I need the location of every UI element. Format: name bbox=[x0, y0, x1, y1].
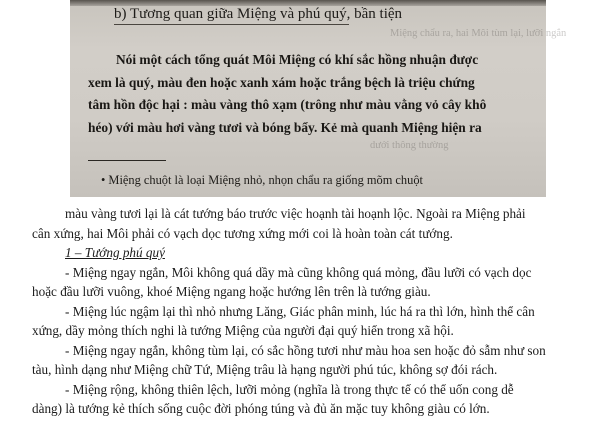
paragraph-line: cân xứng, hai Môi phải có vạch dọc tương xứng mới coi là hoàn toàn cát tướng. bbox=[32, 225, 453, 241]
scan-footnote: • Miệng chuột là loại Miệng nhỏ, nhọn chẩu ra giống mõm chuột bbox=[101, 173, 423, 187]
scan-paragraph-line: héo) với màu hơi vàng tươi và bóng bẩy. Kẻ mà quanh Miệng hiện ra bbox=[88, 119, 482, 135]
heading-underline bbox=[114, 24, 349, 25]
footnote-rule bbox=[88, 160, 166, 161]
list-item-line: - Miệng lúc ngậm lại thì nhỏ nhưng Lăng, Giác phân minh, lúc há ra thì lớn, hình thể cân bbox=[65, 303, 535, 319]
scan-paragraph bbox=[88, 49, 528, 139]
list-item-line: - Miệng rộng, không thiên lệch, lưỡi mỏng (nghĩa là trong thực tế có thể uốn cong dễ bbox=[65, 381, 514, 397]
scanned-book-excerpt bbox=[70, 0, 567, 197]
bleed-through-text: Miệng chẩu ra, hai Môi tùm lại, lưỡi ngắn bbox=[390, 28, 567, 39]
list-item-line: xứng, dầy mỏng thích nghi là tướng Miệng của người đại quý hiển trong xã hội. bbox=[32, 323, 454, 338]
scan-paragraph-line: xem là quý, màu đen hoặc xanh xám hoặc trắng bệch là triệu chứng bbox=[88, 74, 475, 90]
section-subheading: 1 – Tướng phú quý bbox=[65, 245, 165, 260]
list-item-line: hoặc đầu lưỡi vuông, khoé Miệng ngang hoặc hướng lên trên là tướng giàu. bbox=[32, 284, 431, 299]
bleed-through-text: dưới thông thường bbox=[370, 140, 449, 151]
list-item-line: - Miệng ngay ngắn, không tùm lại, có sắc hồng tươi như màu hoa sen hoặc đỏ sẫm như son bbox=[65, 342, 546, 358]
list-item-line: - Miệng ngay ngắn, Môi không quá dầy mà cũng không quá mỏng, đầu lưỡi có vạch dọc bbox=[65, 264, 532, 280]
body-text bbox=[32, 204, 594, 419]
list-item-line: tàu, hình dạng như Miệng chữ Tứ, Miệng trâu là hạng người phú túc, không sợ đói rách. bbox=[32, 362, 498, 377]
scan-paragraph-line: Nói một cách tổng quát Môi Miệng có khí sắc hồng nhuận được bbox=[116, 52, 479, 67]
scan-paragraph-line: tâm hồn độc hại : màu vàng thô xạm (trông như màu vằng vỏ cây khô bbox=[88, 97, 487, 113]
paragraph-line: màu vàng tươi lại là cát tướng báo trước việc hoạnh tài hoạnh lộc. Ngoài ra Miệng phải bbox=[65, 206, 526, 221]
scan-heading: b) Tương quan giữa Miệng và phú quý, bần tiện bbox=[114, 6, 403, 22]
list-item-line: dàng) là tướng kẻ thích sống cuộc đời phóng túng và đủ ăn mặc tuy không giàu có lớn. bbox=[32, 401, 490, 416]
